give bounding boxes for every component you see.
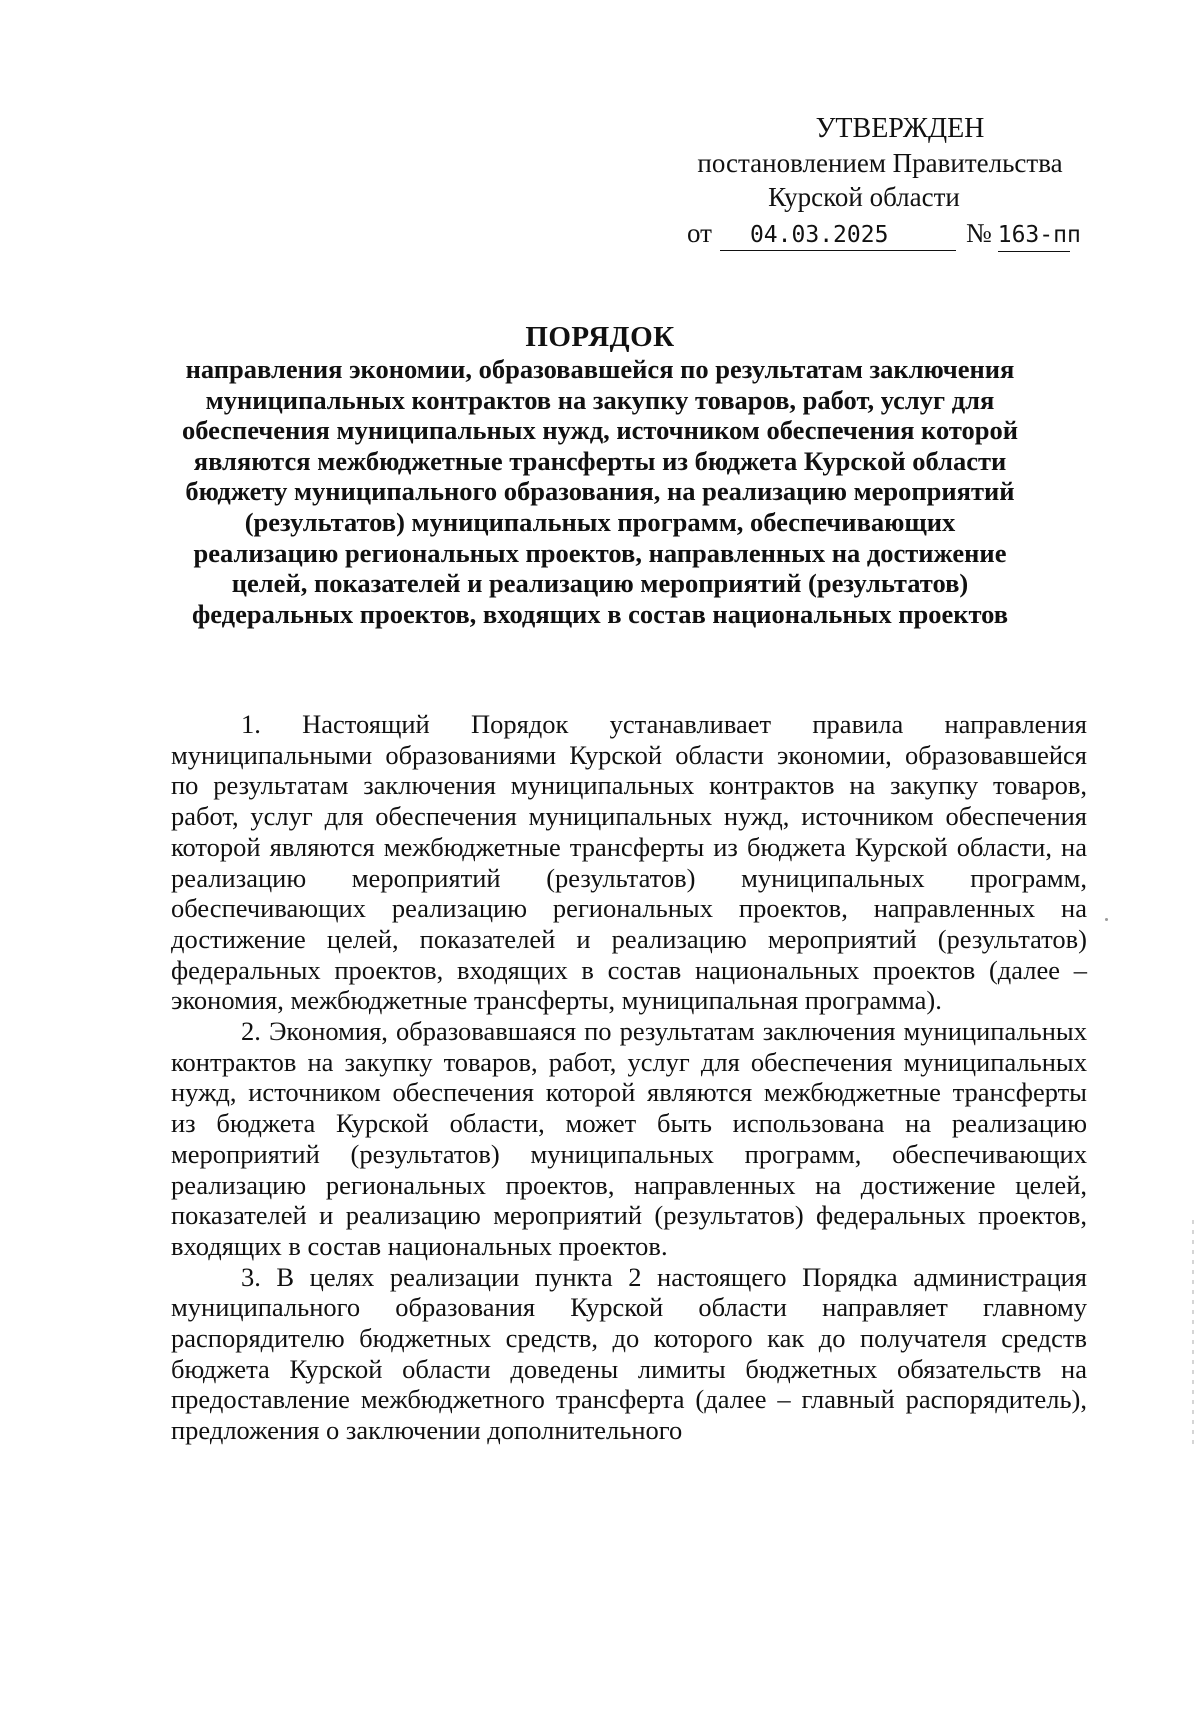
- scan-artifact: [1192, 1220, 1194, 1450]
- subtitle-line: являются межбюджетные трансферты из бюджета Курской области: [193, 445, 1007, 476]
- approval-date-row: [687, 216, 1081, 252]
- subtitle-line: направления экономии, образовавшейся по результатам заключения: [185, 354, 1015, 384]
- subtitle-line: федеральных проектов, входящих в состав национальных проектов: [191, 598, 1009, 629]
- subtitle-line: муниципальных контрактов на закупку товаров, работ, услуг для: [205, 384, 995, 415]
- approval-date: 04.03.2025: [720, 221, 956, 251]
- paragraph-3: 3. В целях реализации пункта 2 настоящего Порядка администрация муниципального образования Курской области направляет главному распорядителю бюджетных средств, до которого как до получателя средств бюджета Курской области доведены лимиты бюджетных обязательств на предоставление межбюджетного трансферта (далее – главный распорядитель), предложения о заключении дополнительного: [171, 1261, 1087, 1446]
- date-from-label: от: [687, 218, 712, 248]
- subtitle-line: целей, показателей и реализацию мероприятий (результатов): [231, 568, 969, 599]
- approval-resolution-line: постановлением Правительства: [697, 148, 1063, 178]
- number-sign: №: [965, 218, 992, 248]
- document-title: ПОРЯДОК: [525, 321, 675, 353]
- document-body: [171, 709, 1087, 1446]
- paragraph-1: 1. Настоящий Порядок устанавливает правила направления муниципальными образованиями Курской области экономии, образовавшейся по результатам заключения муниципальных контрактов на закупку товаров, работ, услуг для обеспечения муниципальных нужд, источником обеспечения которой являются межбюджетные трансферты из бюджета Курской области, на реализацию мероприятий (результатов) муниципальных программ, обеспечивающих реализацию региональных проектов, направленных на достижение целей, показателей и реализацию мероприятий (результатов) федеральных проектов, входящих в состав национальных проектов (далее – экономия, межбюджетные трансферты, муниципальная программа).: [171, 709, 1087, 1016]
- approval-region-line: Курской области: [768, 182, 960, 212]
- approval-heading: УТВЕРЖДЕН: [815, 113, 985, 144]
- subtitle-line: обеспечения муниципальных нужд, источником обеспечения которой: [181, 415, 1019, 446]
- subtitle-line: бюджету муниципального образования, на реализацию мероприятий: [185, 476, 1015, 507]
- document-subtitle: [150, 354, 1050, 629]
- approval-number: 163-пп: [998, 221, 1070, 252]
- approval-block: [660, 112, 1090, 248]
- paragraph-2: 2. Экономия, образовавшаяся по результатам заключения муниципальных контрактов на закупку товаров, работ, услуг для обеспечения муниципальных нужд, источником обеспечения которой являются межбюджетные трансферты из бюджета Курской области, может быть использована на реализацию мероприятий (результатов) муниципальных программ, обеспечивающих реализацию региональных проектов, направленных на достижение целей, показателей и реализацию мероприятий (результатов) федеральных проектов, входящих в состав национальных проектов.: [171, 1016, 1087, 1261]
- scan-artifact: [1105, 918, 1108, 921]
- subtitle-line: (результатов) муниципальных программ, обеспечивающих: [244, 506, 956, 537]
- subtitle-line: реализацию региональных проектов, направленных на достижение: [193, 537, 1007, 568]
